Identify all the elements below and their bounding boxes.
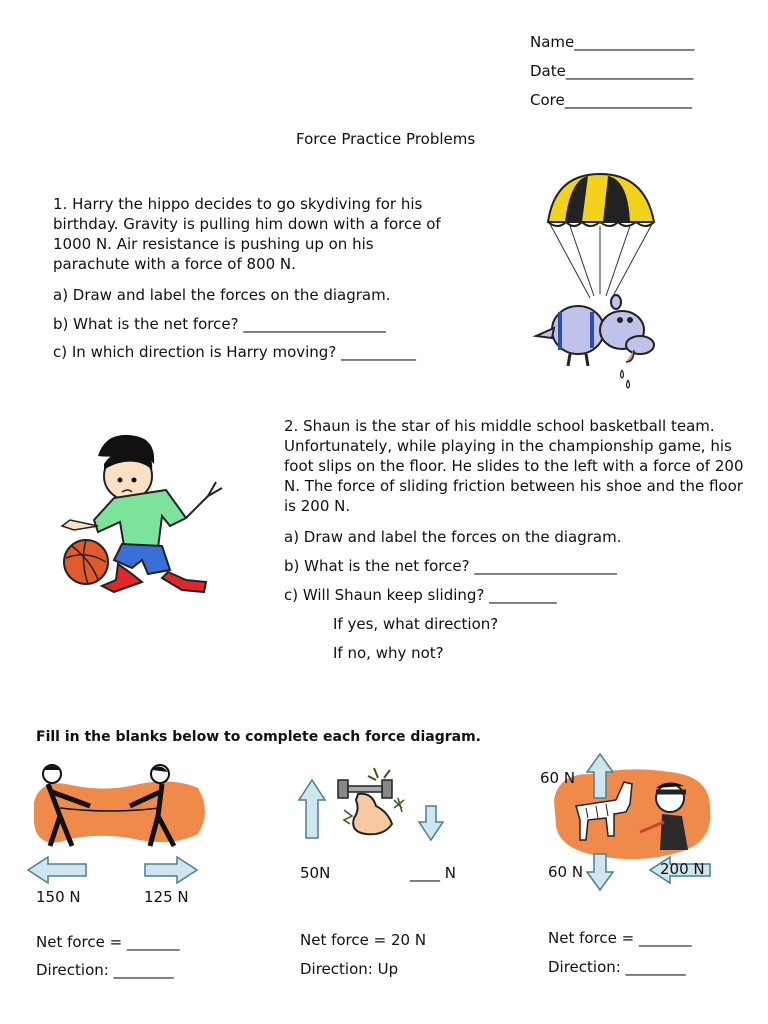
down-arrow-icon [418,804,444,842]
flexing-arm-dumbbell-illustration [332,764,412,844]
question-2b: b) What is the net force? ___________________ [284,557,617,575]
diagram-3-net-force: Net force = _______ [548,929,692,947]
question-2c: c) Will Shaun keep sliding? _________ [284,586,557,604]
diagram-2-net-force: Net force = 20 N [300,931,427,949]
right-arrow-icon [143,856,199,884]
fill-in-heading: Fill in the blanks below to complete each force diagram. [36,729,481,745]
page-title: Force Practice Problems [296,130,476,148]
diagram-1-direction: Direction: ________ [36,961,174,979]
question-2c-no: If no, why not? [333,644,444,662]
diagram-1-right-force: 125 N [144,888,189,906]
question-1a: a) Draw and label the forces on the diagram. [53,286,391,304]
question-1c: c) In which direction is Harry moving? __________ [53,343,417,361]
tug-of-war-illustration [30,762,210,862]
pinata-illustration [550,760,720,870]
pinata-down-arrow-icon [586,852,614,892]
diagram-3-right-force: 200 N [660,860,705,878]
basketball-player-illustration [58,430,228,600]
left-arrow-icon [26,856,88,884]
question-1b: b) What is the net force? ___________________ [53,315,386,333]
up-arrow-icon [298,778,326,840]
question-2c-yes: If yes, what direction? [333,615,499,633]
diagram-3-bottom-force: 60 N [548,863,584,881]
parachute-hippo-illustration [530,170,670,395]
diagram-3-top-force: 60 N [540,769,576,787]
name-field: Name________________ [530,33,695,51]
diagram-3-direction: Direction: ________ [548,958,686,976]
date-field: Date_________________ [530,62,694,80]
diagram-2-up-force: 50N [300,864,331,882]
question-2a: a) Draw and label the forces on the diagram. [284,528,622,546]
question-2-text: 2. Shaun is the star of his middle school basketball team. Unfortunately, while playing in the championship game, his foot slips on the floor. He slides to the left with a force of 200 N. The force of sliding friction between his shoe and the floor is 200 N. [284,417,744,515]
diagram-2-down-force: ____ N [410,864,456,882]
diagram-2-direction: Direction: Up [300,960,399,978]
pinata-up-arrow-icon [586,752,614,800]
question-1-text: 1. Harry the hippo decides to go skydiving for his birthday. Gravity is pulling him down with a force of 1000 N. Air resistance is pushing up on his parachute with a force of 800 N. [53,195,441,273]
diagram-1-left-force: 150 N [36,888,81,906]
core-field: Core_________________ [530,91,693,109]
diagram-1-net-force: Net force = _______ [36,933,180,951]
